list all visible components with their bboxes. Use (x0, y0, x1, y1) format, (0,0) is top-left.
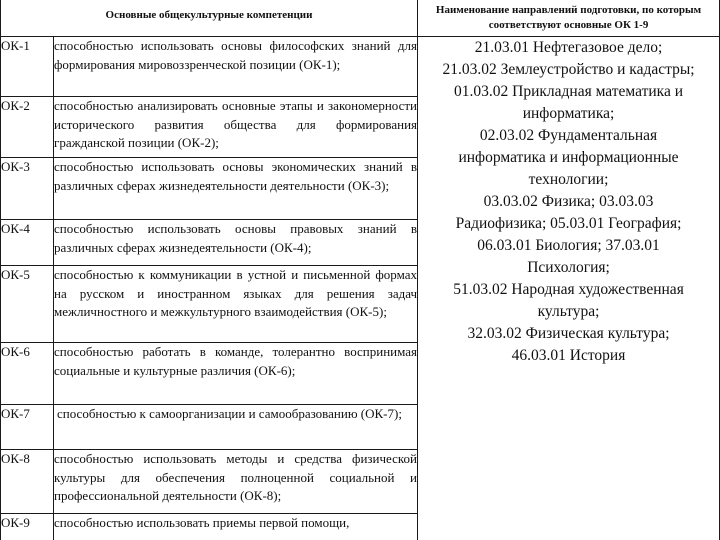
competency-code: ОК-2 (1, 97, 54, 158)
competency-description: способностью использовать основы философских знаний для формирования мировоззренческой позиции (ОК-1); (54, 37, 418, 97)
competency-description: способностью к самоорганизации и самообразованию (ОК-7); (54, 405, 418, 450)
table-row (1, 37, 720, 97)
direction-line: Психология; (527, 259, 610, 276)
competency-description: способностью использовать основы правовых знаний в различных сферах жизнедеятельности (ОК-4); (54, 220, 418, 266)
direction-line: 03.03.02 Физика; 03.03.03 (483, 193, 654, 210)
competency-code: ОК-9 (1, 514, 54, 540)
competency-code: ОК-3 (1, 158, 54, 220)
competency-code: ОК-6 (1, 343, 54, 405)
direction-line: 01.03.02 Прикладная математика и (454, 83, 684, 100)
direction-line: технологии; (528, 171, 609, 188)
direction-line: 51.03.02 Народная художественная (453, 281, 684, 298)
competency-description: способностью работать в команде, толерантно воспринимая социальные и культурные различия (ОК-6); (54, 343, 418, 405)
competency-code: ОК-7 (1, 405, 54, 450)
header-directions: Наименование направлений подготовки, по которым соответствуют основные ОК 1-9 (418, 0, 720, 37)
competency-description: способностью анализировать основные этапы и закономерности исторического развития общества для формирования гражданской позиции (ОК-2); (54, 97, 418, 158)
header-competencies: Основные общекультурные компетенции (1, 0, 418, 37)
competency-code: ОК-8 (1, 450, 54, 514)
direction-line: 21.03.02 Землеустройство и кадастры; (442, 61, 695, 78)
directions-cell (418, 37, 720, 540)
direction-line: информатика; (522, 105, 615, 122)
competency-code: ОК-5 (1, 266, 54, 343)
direction-line: 46.03.01 История (511, 347, 626, 364)
direction-line: 32.03.02 Физическая культура; (467, 325, 670, 342)
competency-description: способностью использовать методы и средства физической культуры для обеспечения полноценной социальной и профессиональной деятельности (ОК-8); (54, 450, 418, 514)
competency-description: способностью к коммуникации в устной и письменной формах на русском и иностранном языках для решения задач межличностного и межкультурного взаимодействия (ОК-5); (54, 266, 418, 343)
direction-line: Радиофизика; 05.03.01 География; (455, 215, 682, 232)
competency-code: ОК-1 (1, 37, 54, 97)
table-header-row (1, 0, 720, 37)
direction-line: информатика и информационные (458, 149, 679, 166)
competency-code: ОК-4 (1, 220, 54, 266)
direction-line: культура; (537, 303, 600, 320)
direction-line: 21.03.01 Нефтегазовое дело; (474, 39, 663, 56)
competency-description: способностью использовать основы экономических знаний в различных сферах жизнедеятельности деятельности (ОК-3); (54, 158, 418, 220)
competency-description: способностью использовать приемы первой помощи, (54, 514, 418, 540)
direction-line: 02.03.02 Фундаментальная (479, 127, 658, 144)
direction-line: 06.03.01 Биология; 37.03.01 (477, 237, 660, 254)
